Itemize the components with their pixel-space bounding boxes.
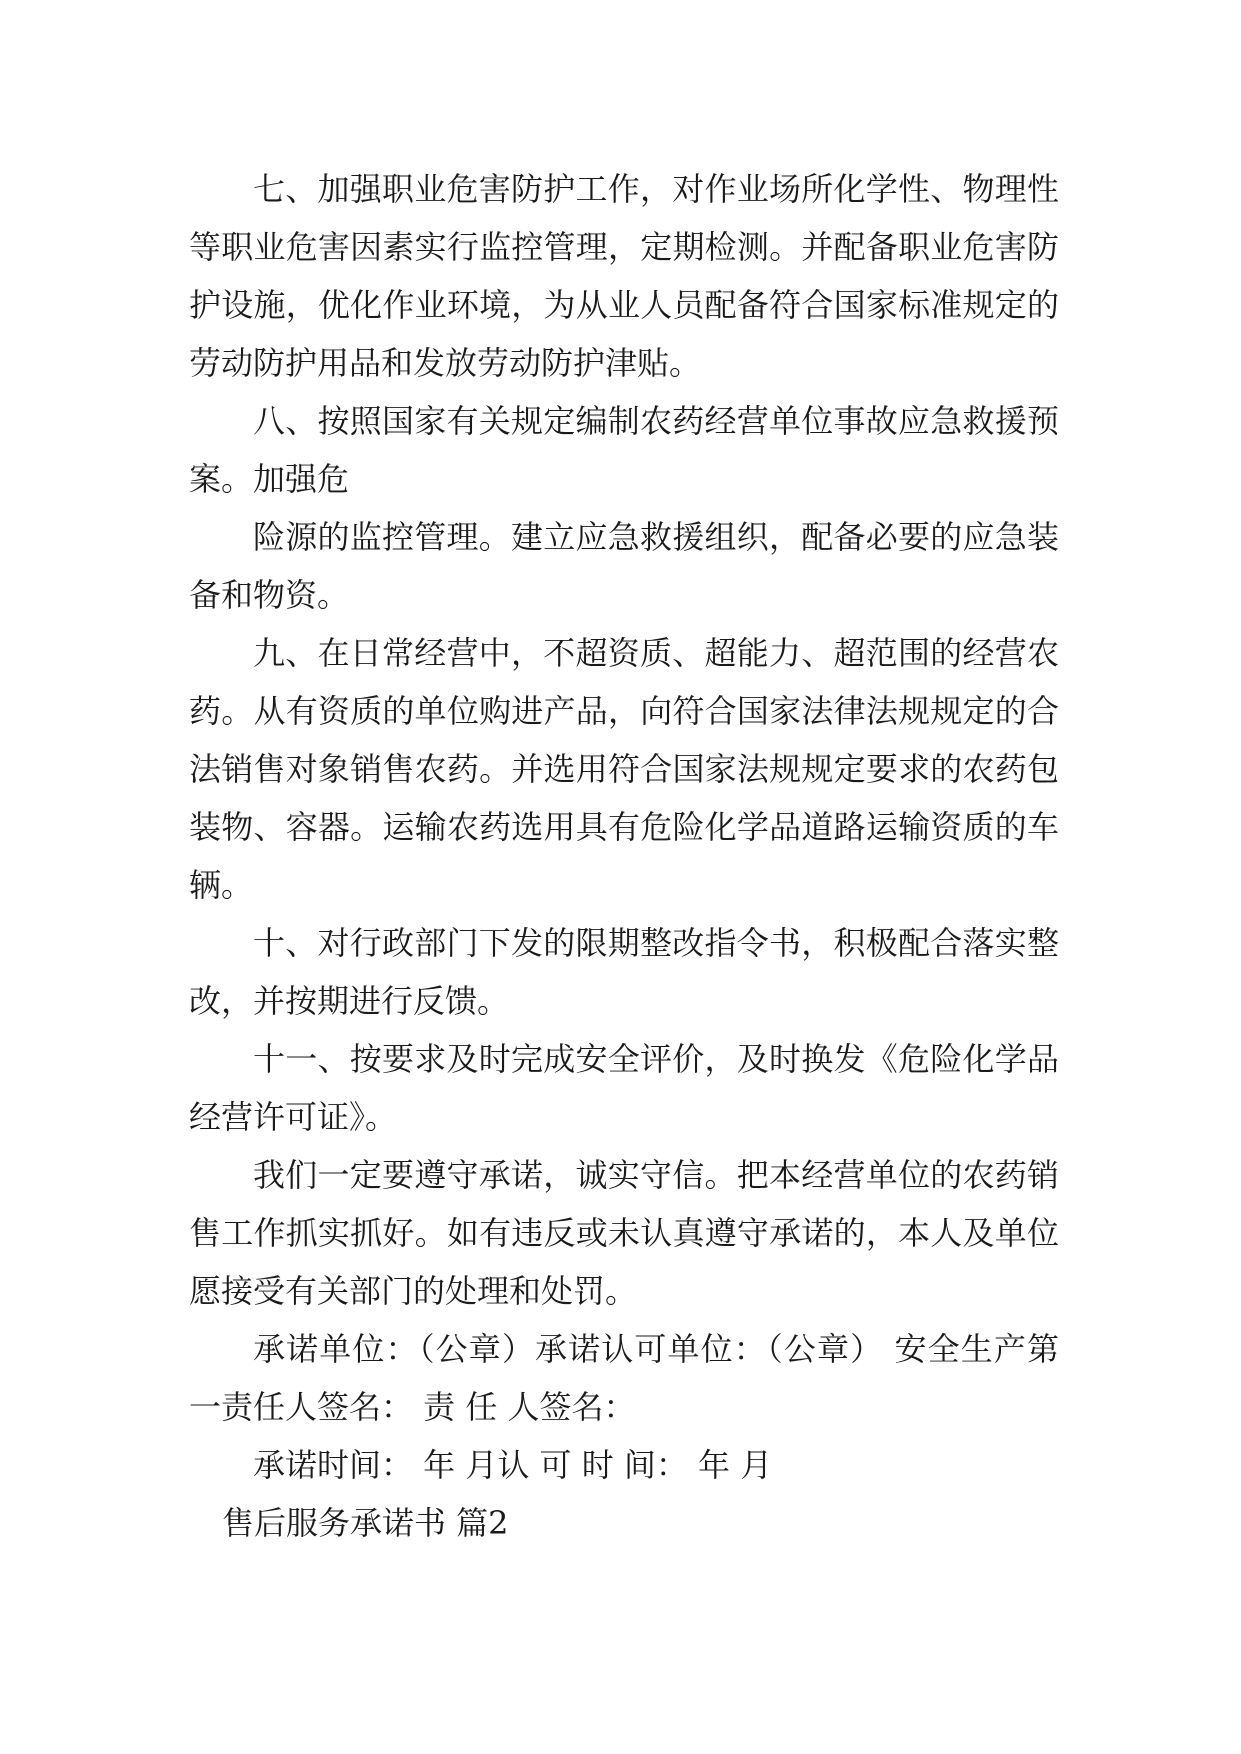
paragraph-eleven: 十一、按要求及时完成安全评价，及时换发《危险化学品经营许可证》。 — [189, 1040, 1059, 1136]
section-heading: 售后服务承诺书 篇2 — [222, 1504, 509, 1542]
paragraph-seven: 七、加强职业危害防护工作，对作业场所化学性、物理性等职业危害因素实行监控管理，定期检测。并配备职业危害防护设施，优化作业环境，为从业人员配备符合国家标准规定的劳动防护用品和发放劳动防护津贴。 — [189, 170, 1059, 382]
paragraph-eight-continued: 险源的监控管理。建立应急救援组织，配备必要的应急装备和物资。 — [189, 518, 1059, 614]
document-body — [189, 160, 1059, 1552]
date-line: 承诺时间： 年 月认 可 时 间： 年 月 — [253, 1446, 773, 1484]
paragraph-nine: 九、在日常经营中，不超资质、超能力、超范围的经营农药。从有资质的单位购进产品，向符合国家法律法规规定的合法销售对象销售农药。并选用符合国家法规规定要求的农药包装物、容器。运输农药选用具有危险化学品道路运输资质的车辆。 — [189, 634, 1059, 904]
paragraph-ten: 十、对行政部门下发的限期整改指令书，积极配合落实整改，并按期进行反馈。 — [189, 924, 1059, 1020]
paragraph-eight: 八、按照国家有关规定编制农药经营单位事故应急救援预案。加强危 — [189, 402, 1059, 498]
paragraph-pledge: 我们一定要遵守承诺，诚实守信。把本经营单位的农药销售工作抓实抓好。如有违反或未认真遵守承诺的，本人及单位愿接受有关部门的处理和处罚。 — [189, 1156, 1059, 1310]
signature-line: 承诺单位：（公章）承诺认可单位：（公章） 安全生产第一责任人签名： 责 任 人签名： — [189, 1330, 1059, 1426]
